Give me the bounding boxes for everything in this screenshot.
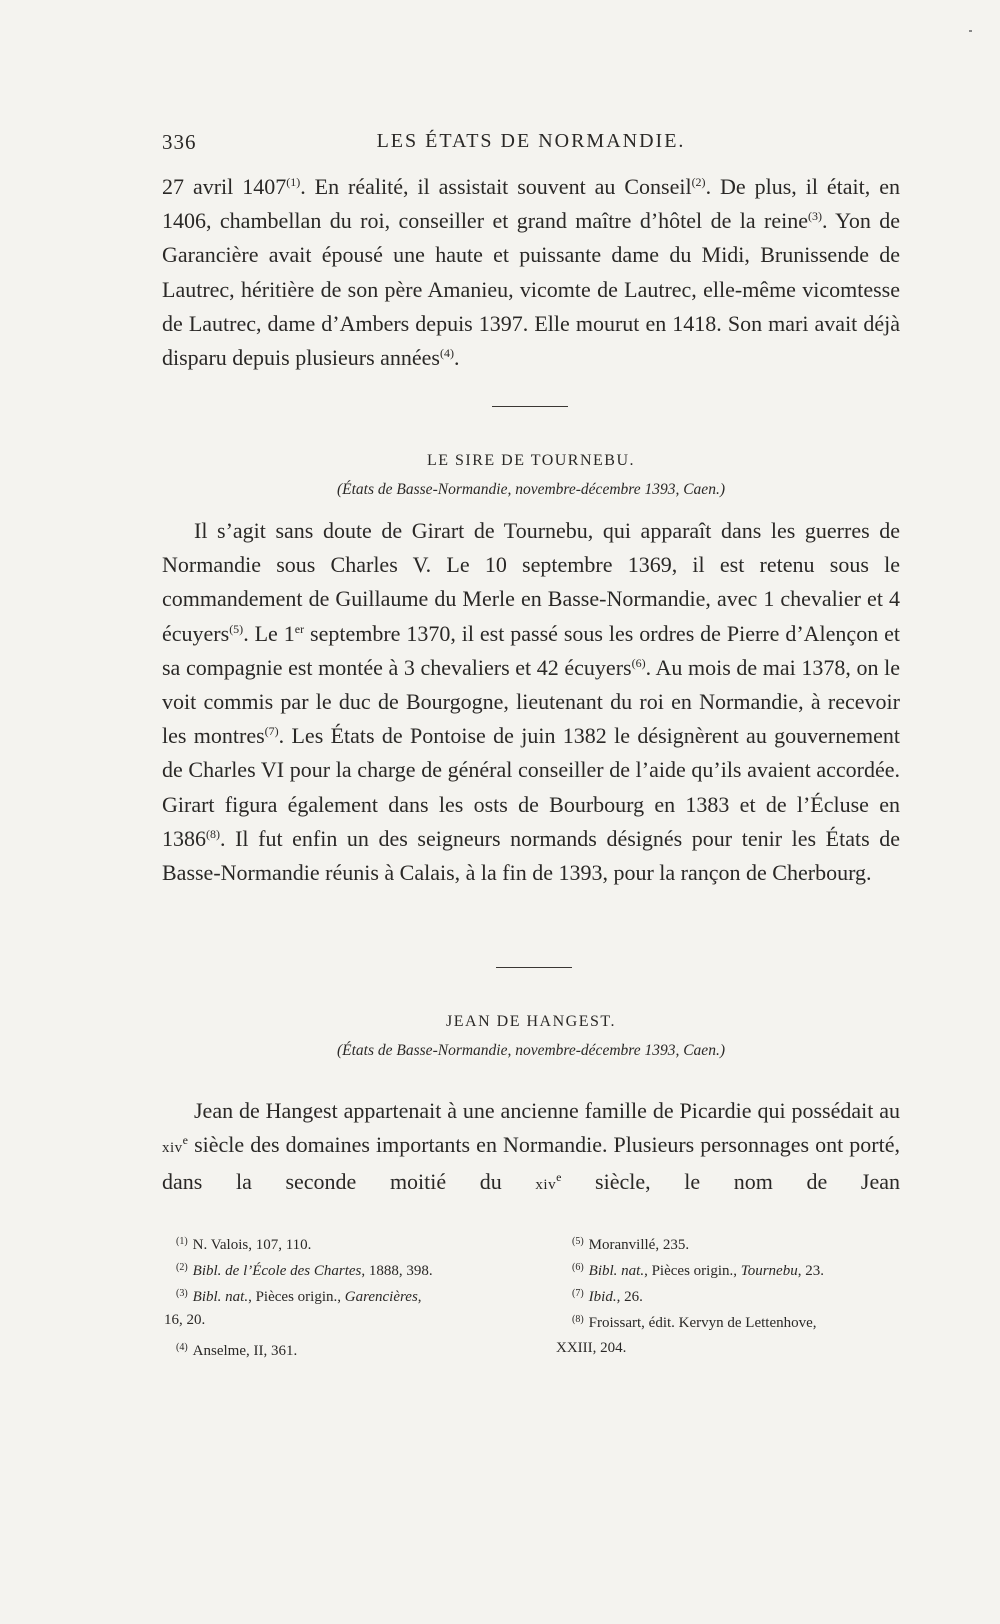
note-ref: (7) [264,724,279,739]
footnote-number: (6) [572,1262,584,1273]
ordinal-suffix: er [294,621,305,636]
footnote-6 [572,1256,902,1284]
intro-paragraph-block [162,170,900,375]
body-text: . Il fut enfin un des seigneurs normands désignés pour tenir les États de Basse-Normandie réunis à Calais, à la fin de 1393, pour la rançon de Cherbourg. [162,825,900,886]
body-text: Jean de Hangest appartenait à une ancienne famille de Picardie qui possédait au [194,1098,900,1123]
note-ref: (4) [440,346,454,361]
footnote-italic: Bibl. nat. [588,1263,645,1279]
century-suffix: e [556,1170,562,1185]
footnote-number: (4) [176,1342,188,1353]
body-text: Il s’agit sans doute de Girart de Tournebu, qui apparaît dans les guerres de Normandie sous Charles V. Le 10 septembre 1369, il est retenu sous le commandement de Guillaume du Merle en Basse-Normandie, avec 1 chevalier et 4 écuyers [162,518,900,646]
section-source-hangest: (États de Basse-Normandie, novembre-décembre 1393, Caen.) [337,1042,725,1059]
footnote-text: Froissart, édit. Kervyn de Lettenhove, [588,1315,817,1331]
footnote-number: (5) [572,1236,584,1247]
section-title-tournebu: LE SIRE DE TOURNEBU. [426,452,636,469]
section-divider [496,967,572,968]
footnote-text: 16, 20. [164,1312,206,1328]
footnote-text: , Pièces origin., [248,1289,345,1305]
footnote-3 [176,1282,526,1310]
footnote-number: (7) [572,1288,584,1299]
note-ref: (3) [808,209,823,224]
footnote-text: , [417,1289,422,1305]
footnote-7 [572,1282,902,1310]
footnote-number: (8) [572,1314,584,1325]
body-text: . Au mois de mai 1378, on le voit commis par le duc de Bourgogne, lieutenant du roi en Normandie, à recevoir les montres [162,654,901,749]
note-ref: (8) [206,826,220,841]
note-ref: (6) [631,655,646,670]
footnote-5 [572,1230,902,1258]
intro-text: . En réalité, il assistait souvent au Conseil [300,174,692,199]
century-suffix: e [182,1133,188,1148]
tournebu-paragraph-block [162,514,900,890]
footnote-italic: Garencières [344,1289,418,1305]
page-number: 336 [162,130,197,154]
footnote-text: , 1888, 398. [361,1263,433,1279]
hangest-paragraph [162,1094,900,1203]
footnote-text: XXIII, 204. [556,1340,627,1356]
page-header [162,130,900,164]
footnote-text: Anselme, II, 361. [192,1343,298,1359]
note-ref: (2) [691,175,706,189]
footnote-italic: Bibl. nat. [192,1289,249,1305]
footnote-8 [572,1308,902,1336]
note-ref: (1) [286,175,301,189]
century-numeral: xiv [535,1177,557,1194]
note-ref: (5) [229,621,244,636]
footnote-number: (3) [176,1288,188,1299]
body-text: septembre 1370, il est passé sous les ordres de Pierre d’Alençon et sa compagnie est montée à 3 chevaliers et 42 écuyers [162,620,900,680]
section-title-hangest: JEAN DE HANGEST. [446,1013,616,1030]
footnote-number: (2) [176,1262,188,1273]
body-text: siècle, le nom de Jean [561,1169,900,1195]
footnote-text: , 23. [797,1263,824,1279]
footnote-4 [176,1336,526,1364]
footnote-italic: Tournebu [740,1263,798,1279]
footnote-text: , Pièces origin., [644,1263,741,1279]
intro-text: . De plus, il était, en 1406, chambellan du roi, conseiller et grand maître d’hôtel de la reine [162,174,900,234]
footnote-text: N. Valois, 107, 110. [192,1237,312,1253]
print-speck [969,30,972,32]
intro-text: . Yon de Garancière avait épousé une haute et puissante dame du Midi, Brunissende de Lautrec, héritière de son père Amanieu, vicomte de Lautrec, elle-même vicomtesse de Lautrec, dame d’Ambers depuis 1397. Elle mourut en 1418. Son mari avait déjà disparu depuis plusieurs années [162,208,900,371]
body-text: siècle des domaines importants en Normandie. Plusieurs personnages ont porté, dans la seconde moitié du [162,1132,900,1195]
body-text: . Les États de Pontoise de juin 1382 le désignèrent au gouvernement de Charles VI pour la charge de général conseiller de l’aide qu’ils avaient accordée. Girart figura également dans les osts de Bourbourg en 1383 et de l’Écluse en 1386 [162,723,900,851]
section-source-tournebu: (États de Basse-Normandie, novembre-décembre 1393, Caen.) [337,481,725,498]
intro-text: 27 avril 1407 [162,174,287,199]
body-text: . Le 1 [243,620,295,646]
section-divider [492,406,568,407]
footnote-italic: Bibl. de l’École des Chartes [192,1263,362,1279]
running-title: LES ÉTATS DE NORMANDIE. [376,130,686,152]
tournebu-paragraph [162,514,900,890]
footnote-8-continued [556,1336,886,1361]
footnote-text: , 26. [616,1289,643,1305]
century-numeral: xiv [162,1140,183,1157]
footnote-1 [176,1230,526,1258]
footnote-italic: Ibid. [588,1289,617,1305]
intro-text: . [454,345,460,371]
footnote-2 [176,1256,526,1284]
footnote-number: (1) [176,1236,188,1247]
hangest-paragraph-block [162,1094,900,1203]
footnote-3-continued [164,1308,514,1333]
intro-paragraph [162,170,900,375]
footnote-text: Moranvillé, 235. [588,1237,690,1253]
